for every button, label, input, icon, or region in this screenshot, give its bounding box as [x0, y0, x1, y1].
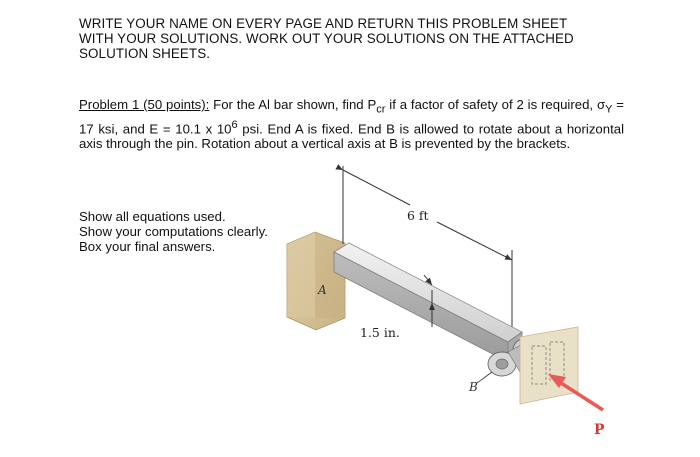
header-line: WRITE YOUR NAME ON EVERY PAGE AND RETURN THIS PROBLEM SHEET	[79, 16, 568, 31]
problem-requirement: if a factor of safety of 2 is required,	[385, 97, 594, 112]
instruction-line: Show all equations used.	[79, 209, 226, 224]
fixed-support-block	[287, 232, 345, 330]
bracket-plate	[520, 327, 578, 404]
header-line: WITH YOUR SOLUTIONS. WORK OUT YOUR SOLUTIONS ON THE ATTACHED	[79, 31, 574, 46]
length-dimension-label: 6 ft	[407, 208, 429, 223]
end-b-leader	[477, 372, 492, 383]
aluminum-bar	[334, 243, 522, 362]
end-b-label: B	[469, 380, 478, 394]
modulus-exponent: 6	[231, 118, 238, 131]
dimension-line-left	[343, 170, 410, 205]
instruction-line: Show your computations clearly.	[79, 224, 268, 239]
dimension-line-right	[437, 222, 512, 260]
material-properties: = 17 ksi, and E = 10.1 x 10	[79, 97, 624, 137]
sigma-symbol: σ	[596, 97, 606, 112]
end-a-label: A	[318, 283, 327, 297]
boundary-conditions: psi. End A is fixed. End B is allowed to rotate about a horizontal axis through the pin. Rotation about a vertical axis at B is prevented by the brackets.	[79, 121, 625, 152]
problem-title: Problem 1 (50 points):	[79, 97, 210, 112]
sigma-subscript: Y	[605, 103, 613, 116]
header-line: SOLUTION SHEETS.	[79, 46, 211, 61]
problem-intro: For the Al bar shown, find P	[209, 97, 377, 112]
pcr-subscript: cr	[376, 103, 386, 116]
width-dimension-label: 1.5 in.	[360, 325, 400, 340]
instruction-line: Box your final answers.	[79, 239, 216, 254]
load-label: P	[594, 422, 605, 438]
